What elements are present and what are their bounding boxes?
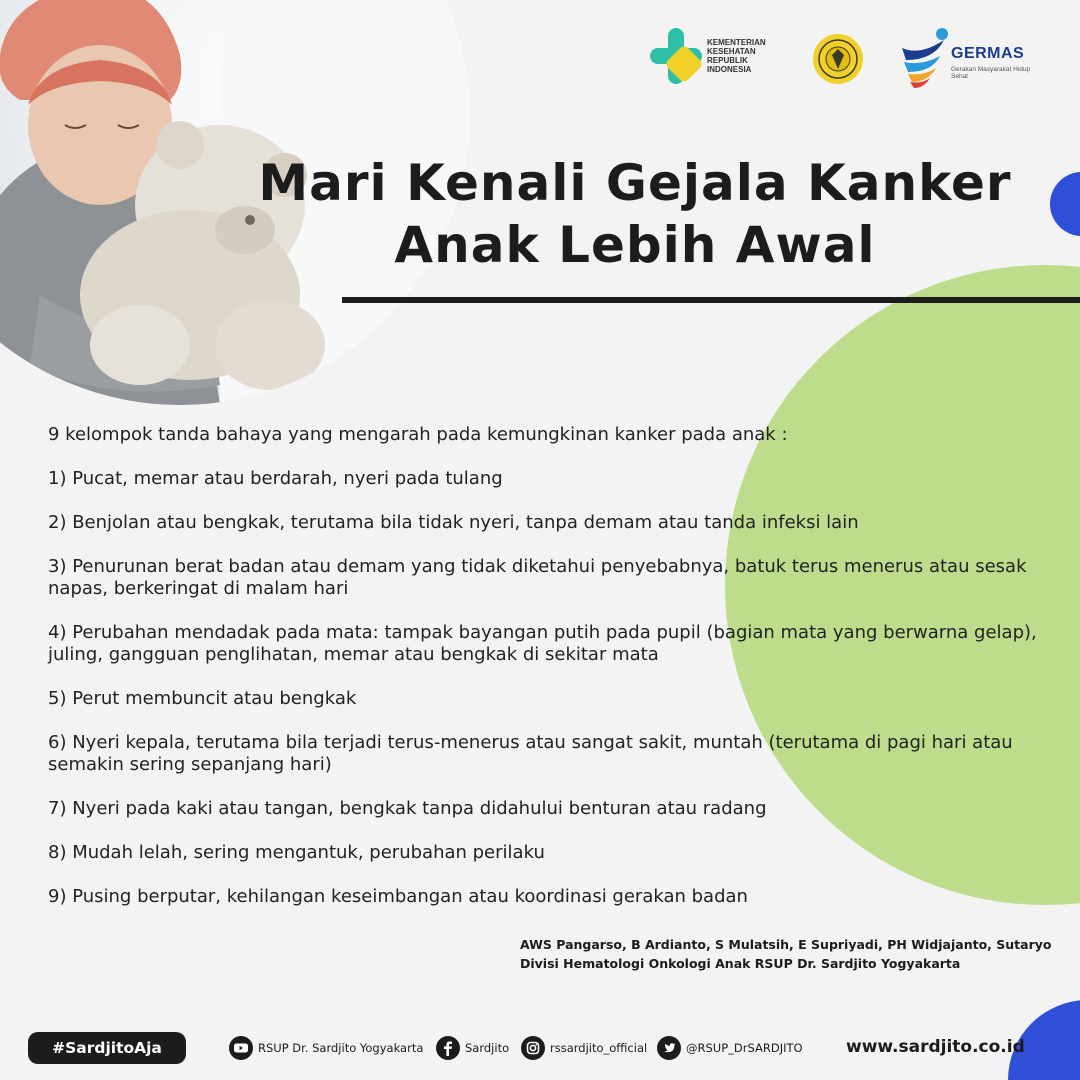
list-item: 1) Pucat, memar atau berdarah, nyeri pada tulang (48, 468, 503, 489)
list-item: 8) Mudah lelah, sering mengantuk, perubahan perilaku (48, 842, 545, 863)
facebook-icon (436, 1036, 460, 1060)
instagram-label: rssardjito_official (550, 1041, 648, 1055)
twitter-icon (657, 1036, 681, 1060)
page-title (230, 152, 1040, 276)
twitter-link[interactable] (657, 1036, 803, 1060)
title-divider (342, 297, 1080, 303)
germas-logo (900, 26, 1040, 90)
website-link[interactable]: www.sardjito.co.id (846, 1037, 1025, 1057)
twitter-label: @RSUP_DrSARDJITO (686, 1041, 803, 1055)
list-item: 4) Perubahan mendadak pada mata: tampak bayangan putih pada pupil (bagian mata yang berwarna gelap), juling, gangguan penglihatan, memar atau bengkak di sekitar mata (48, 622, 1037, 665)
university-seal-logo (812, 33, 864, 85)
kemenkes-logo-text: KEMENTERIAN KESEHATAN REPUBLIK INDONESIA (707, 38, 766, 74)
instagram-icon (521, 1036, 545, 1060)
credit-authors: AWS Pangarso, B Ardianto, S Mulatsih, E Supriyadi, PH Widjajanto, Sutaryo (520, 937, 1052, 952)
blue-decorative-dot (1050, 172, 1080, 236)
list-item: 2) Benjolan atau bengkak, terutama bila tidak nyeri, tanpa demam atau tanda infeksi lain (48, 512, 859, 533)
hashtag-badge: #SardjitoAja (28, 1032, 186, 1064)
youtube-icon (229, 1036, 253, 1060)
youtube-label: RSUP Dr. Sardjito Yogyakarta (258, 1041, 424, 1055)
credit-division: Divisi Hematologi Onkologi Anak RSUP Dr. Sardjito Yogyakarta (520, 956, 961, 971)
list-item: 9) Pusing berputar, kehilangan keseimbangan atau koordinasi gerakan badan (48, 886, 748, 907)
germas-title: GERMAS (951, 45, 1025, 62)
youtube-link[interactable] (229, 1036, 423, 1060)
list-item: 7) Nyeri pada kaki atau tangan, bengkak tanpa didahului benturan atau radang (48, 798, 767, 819)
kemenkes-logo (650, 26, 790, 86)
facebook-link[interactable] (436, 1036, 509, 1060)
list-item: 6) Nyeri kepala, terutama bila terjadi terus-menerus atau sangat sakit, muntah (terutama di pagi hari atau semakin sering sepanjang hari) (48, 732, 1013, 775)
title-line-1: Mari Kenali Gejala Kanker (258, 154, 1012, 212)
list-item: 5) Perut membuncit atau bengkak (48, 688, 357, 709)
germas-subtitle: Gerakan Masyarakat Hidup Sehat (951, 66, 1031, 80)
symptom-list (48, 424, 1038, 930)
footer (0, 1028, 1080, 1068)
instagram-link[interactable] (521, 1036, 647, 1060)
title-line-2: Anak Lebih Awal (394, 216, 876, 274)
list-item: 3) Penurunan berat badan atau demam yang tidak diketahui penyebabnya, batuk terus menerus atau sesak napas, berkeringat di malam hari (48, 556, 1027, 599)
intro-text: 9 kelompok tanda bahaya yang mengarah pada kemungkinan kanker pada anak : (48, 424, 788, 445)
facebook-label: Sardjito (465, 1041, 510, 1055)
credit-block (520, 935, 1065, 973)
